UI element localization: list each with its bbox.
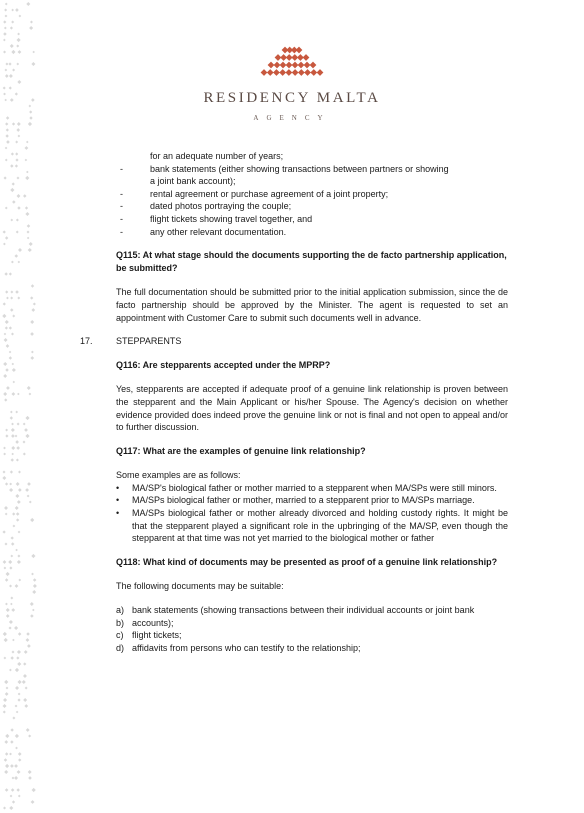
dash-bullet: -	[120, 201, 123, 212]
dash-bullet: -	[120, 226, 123, 237]
list-item-text: bank statements (showing transactions between their individual accounts or joint bank	[132, 605, 475, 616]
list-item-text: flight tickets;	[132, 630, 182, 641]
list-item	[116, 175, 508, 188]
dash-bullet: -	[120, 188, 123, 199]
list-item	[116, 604, 508, 617]
section-title: STEPPARENTS	[116, 336, 182, 347]
question-q115: Q115: At what stage should the documents supporting the de facto partnership application, be submitted?	[116, 250, 507, 273]
list-marker: b)	[116, 617, 125, 628]
section-heading	[80, 335, 508, 348]
list-item	[116, 200, 508, 213]
list-item-text: MA/SPs biological father or mother, married to a stepparent prior to MA/SPs marriage.	[132, 495, 475, 506]
question-q116: Q116: Are stepparents accepted under the MPRP?	[116, 359, 331, 370]
list-item-text: affidavits from persons who can testify to the relationship;	[132, 642, 361, 653]
list-item	[116, 213, 508, 226]
document-header	[0, 0, 584, 140]
list-item-text: bank statements (either showing transactions between partners or showing	[150, 163, 449, 174]
list-item-text: dated photos portraying the couple;	[150, 201, 292, 212]
list-item-text: any other relevant documentation.	[150, 226, 287, 237]
list-item	[116, 494, 508, 507]
list-item-text: a joint bank account);	[150, 176, 236, 187]
dash-bullet: -	[120, 163, 123, 174]
brand-name: RESIDENCY MALTA	[203, 90, 381, 106]
residency-malta-logo-icon	[248, 46, 336, 82]
list-item	[116, 188, 508, 201]
section-number: 17.	[80, 336, 93, 347]
list-item	[116, 482, 508, 495]
list-item: for an adequate number of years;	[150, 151, 284, 161]
question-q117: Q117: What are the examples of genuine link relationship?	[116, 445, 366, 456]
bullet-icon: •	[116, 495, 120, 506]
list-item-text: flight tickets showing travel together, and	[150, 213, 313, 224]
proof-documents-list	[116, 604, 508, 654]
answer-q115: The full documentation should be submitted prior to the initial application submission, since the de facto partnership should be approved by the Minister. The agent is requested to set an appointment with Customer Care to submit such documents well in advance.	[116, 287, 508, 323]
list-marker: c)	[116, 630, 124, 641]
list-item-text: rental agreement or purchase agreement of a joint property;	[150, 188, 389, 199]
brand-subtitle: AGENCY	[253, 114, 331, 122]
question-q118: Q118: What kind of documents may be presented as proof of a genuine link relationship?	[116, 556, 498, 567]
list-marker: a)	[116, 605, 125, 616]
partnership-documents-list	[116, 163, 508, 239]
list-item	[116, 226, 508, 239]
list-item-text: MA/SP's biological father or mother married to a stepparent when MA/SPs were still minors.	[132, 482, 497, 493]
answer-q118-intro: The following documents may be suitable:	[116, 581, 284, 592]
list-item	[116, 507, 508, 545]
list-item-text: accounts);	[132, 617, 174, 628]
list-item	[116, 642, 508, 655]
bullet-icon: •	[116, 508, 120, 519]
list-item	[116, 617, 508, 630]
genuine-link-examples-list	[116, 482, 508, 545]
answer-q116: Yes, stepparents are accepted if adequate proof of a genuine link relationship is proven between the stepparent and the Main Applicant or his/her Spouse. The Agency's decision on whether evidence provided does indeed prove the genuine link or not is final and not open to appeal and/or to further discussion.	[116, 384, 508, 433]
answer-q117-intro: Some examples are as follows:	[116, 470, 241, 481]
dash-bullet: -	[120, 213, 123, 224]
list-item-text: MA/SPs biological father or mother already divorced and holding custody rights. It might be that the stepparent played a significant role in the upbringing of the MA/SP, even though the stepparent at that time was not yet married to the biological mother or father	[132, 508, 508, 544]
list-item	[116, 629, 508, 642]
list-marker: d)	[116, 642, 125, 653]
document-body	[80, 150, 508, 654]
list-item	[116, 163, 508, 176]
bullet-icon: •	[116, 482, 120, 493]
